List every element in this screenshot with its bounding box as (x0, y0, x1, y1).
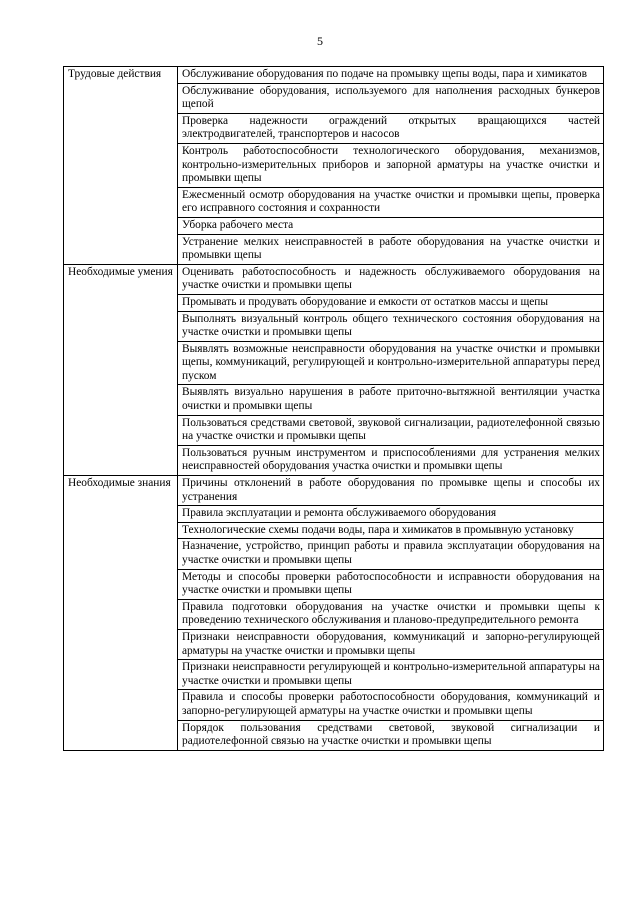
list-item: Пользоваться ручным инструментом и приспособлениями для устранения мелких неисправностей оборудования участка очистки и промывки щепы (178, 445, 604, 475)
page-number: 5 (317, 34, 323, 48)
list-item: Обслуживание оборудования, используемого для наполнения расходных бункеров щепой (178, 83, 604, 113)
list-item: Правила эксплуатации и ремонта обслуживаемого оборудования (178, 506, 604, 523)
list-item: Обслуживание оборудования по подаче на промывку щепы воды, пара и химикатов (178, 67, 604, 84)
list-item: Выполнять визуальный контроль общего технического состояния оборудования на участке очистки и промывки щепы (178, 311, 604, 341)
list-item: Выявлять возможные неисправности оборудования на участке очистки и промывки щепы, коммуникаций, регулирующей и контрольно-измерительной аппаратуры перед пуском (178, 341, 604, 385)
list-item: Методы и способы проверки работоспособности и исправности оборудования на участке очистки и промывки щепы (178, 569, 604, 599)
list-item: Оценивать работоспособность и надежность обслуживаемого оборудования на участке очистки и промывки щепы (178, 264, 604, 294)
list-item: Порядок пользования средствами световой, звуковой сигнализации и радиотелефонной связью на участке очистки и промывки щепы (178, 720, 604, 750)
list-item: Контроль работоспособности технологического оборудования, механизмов, контрольно-измерительных приборов и запорной арматуры на участке очистки и промывки щепы (178, 143, 604, 187)
list-item: Уборка рабочего места (178, 217, 604, 234)
list-item: Выявлять визуально нарушения в работе приточно-вытяжной вентиляции участка очистки и промывки щепы (178, 385, 604, 415)
list-item: Устранение мелких неисправностей в работе оборудования на участке очистки и промывки щепы (178, 234, 604, 264)
table-row (64, 476, 604, 506)
list-item: Ежесменный осмотр оборудования на участке очистки и промывки щепы, проверка его исправного состояния и сохранности (178, 187, 604, 217)
list-item: Признаки неисправности регулирующей и контрольно-измерительной аппаратуры на участке очистки и промывки щепы (178, 660, 604, 690)
list-item: Пользоваться средствами световой, звуковой сигнализации, радиотелефонной связью на участке очистки и промывки щепы (178, 415, 604, 445)
list-item: Технологические схемы подачи воды, пара и химикатов в промывную установку (178, 522, 604, 539)
list-item: Причины отклонений в работе оборудования по промывке щепы и способы их устранения (178, 476, 604, 506)
list-item: Правила и способы проверки работоспособности оборудования, коммуникаций и запорно-регулирующей арматуры на участке очистки и промывки щепы (178, 690, 604, 720)
section-label-required-knowledge: Необходимые знания (64, 476, 178, 751)
requirements-table (63, 66, 604, 751)
list-item: Признаки неисправности оборудования, коммуникаций и запорно-регулирующей арматуры на участке очистки и промывки щепы (178, 629, 604, 659)
list-item: Проверка надежности ограждений открытых вращающихся частей электродвигателей, транспортеров и насосов (178, 113, 604, 143)
table-row (64, 264, 604, 294)
list-item: Промывать и продувать оборудование и емкости от остатков массы и щепы (178, 294, 604, 311)
section-label-labor-actions: Трудовые действия (64, 67, 178, 265)
section-label-required-skills: Необходимые умения (64, 264, 178, 475)
table-row (64, 67, 604, 84)
list-item: Назначение, устройство, принцип работы и правила эксплуатации оборудования на участке очистки и промывки щепы (178, 539, 604, 569)
list-item: Правила подготовки оборудования на участке очистки и промывки щепы к проведению технического обслуживания и планово-предупредительного ремонта (178, 599, 604, 629)
